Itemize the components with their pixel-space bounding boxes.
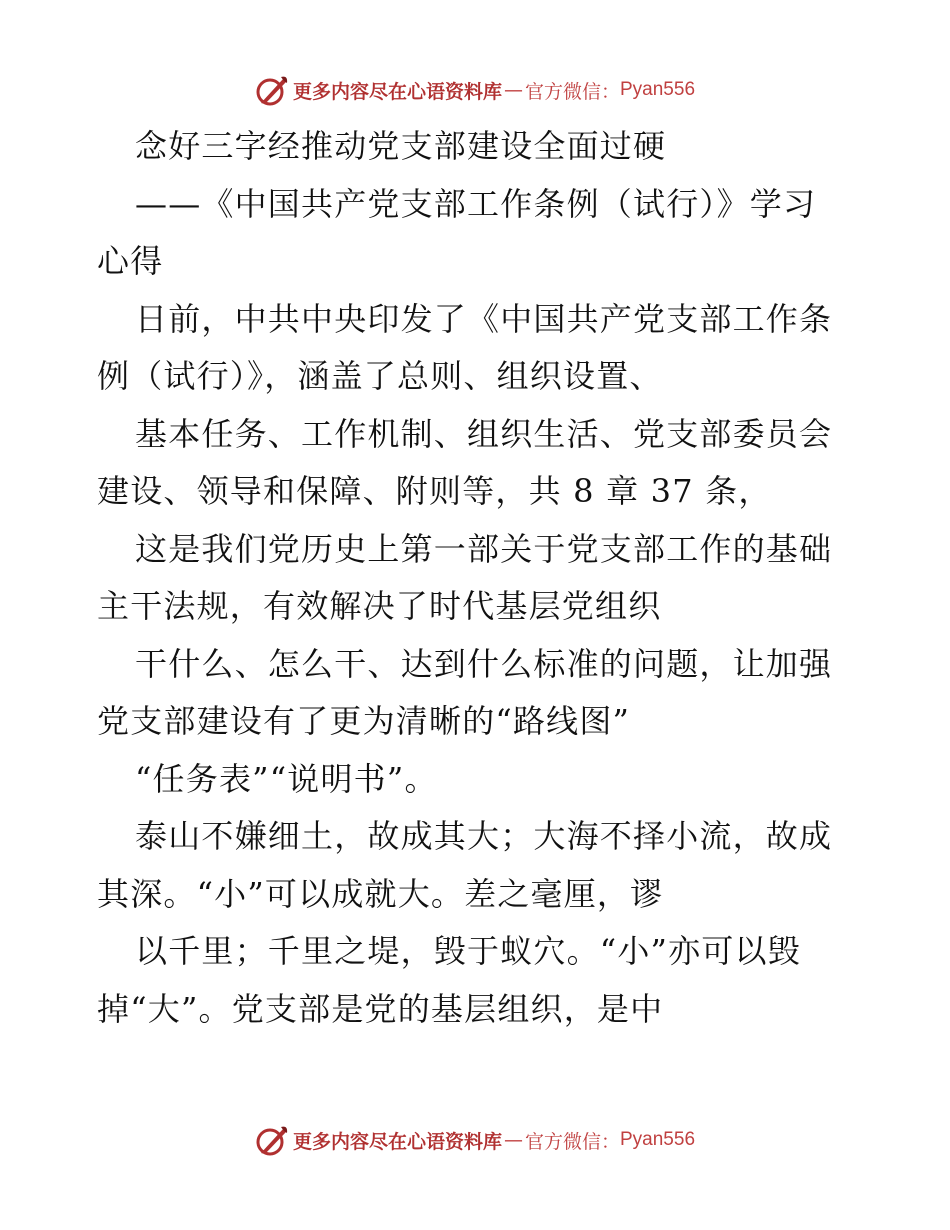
text-line: 基本任务、工作机制、组织生活、党支部委员会: [135, 414, 833, 453]
header-watermark: [0, 70, 950, 110]
watermark-wechat-id: Pyan556: [620, 79, 696, 100]
text-line: 念好三字经推动党支部建设全面过硬: [135, 127, 667, 165]
watermark-wechat-id: Pyan556: [620, 1129, 696, 1150]
footer-watermark: [0, 1120, 950, 1160]
text-line: 掉“大”。党支部是党的基层组织，是中: [97, 989, 664, 1028]
document-body: [97, 118, 857, 1038]
text-line: 党支部建设有了更为清晰的“路线图”: [97, 702, 631, 740]
watermark-separator: —: [503, 79, 523, 101]
watermark-site-text: 更多内容尽在心语资料库: [292, 80, 502, 103]
text-line: 以千里；千里之堤，毁于蚁穴。“小”亦可以毁: [135, 932, 801, 970]
text-line: 例（试行）》，涵盖了总则、组织设置、: [97, 357, 663, 395]
text-line: 主干法规，有效解决了时代基层党组织: [97, 587, 662, 625]
text-line: 日前，中共中央印发了《中国共产党支部工作条: [135, 299, 833, 338]
text-line: 建设、领导和保障、附则等，共 8 章 37 条，: [97, 472, 772, 510]
text-line: 其深。“小”可以成就大。差之毫厘，谬: [97, 874, 664, 913]
quill-pen-logo-icon: [255, 73, 289, 107]
watermark-site-text: 更多内容尽在心语资料库: [292, 1130, 502, 1153]
text-line: ——《中国共产党支部工作条例（试行）》学习: [135, 184, 817, 223]
quill-pen-logo-icon: [255, 1123, 289, 1157]
watermark-wechat-label: 官方微信：: [524, 1130, 620, 1153]
text-line: 这是我们党历史上第一部关于党支部工作的基础: [135, 529, 833, 568]
text-line: “任务表”“说明书”。: [135, 759, 438, 798]
watermark-wechat-label: 官方微信：: [524, 80, 620, 103]
text-line: 心得: [97, 242, 164, 280]
watermark-separator: —: [503, 1129, 523, 1151]
text-line: 泰山不嫌细土，故成其大；大海不择小流，故成: [135, 817, 833, 855]
text-line: 干什么、怎么干、达到什么标准的问题，让加强: [135, 644, 833, 683]
